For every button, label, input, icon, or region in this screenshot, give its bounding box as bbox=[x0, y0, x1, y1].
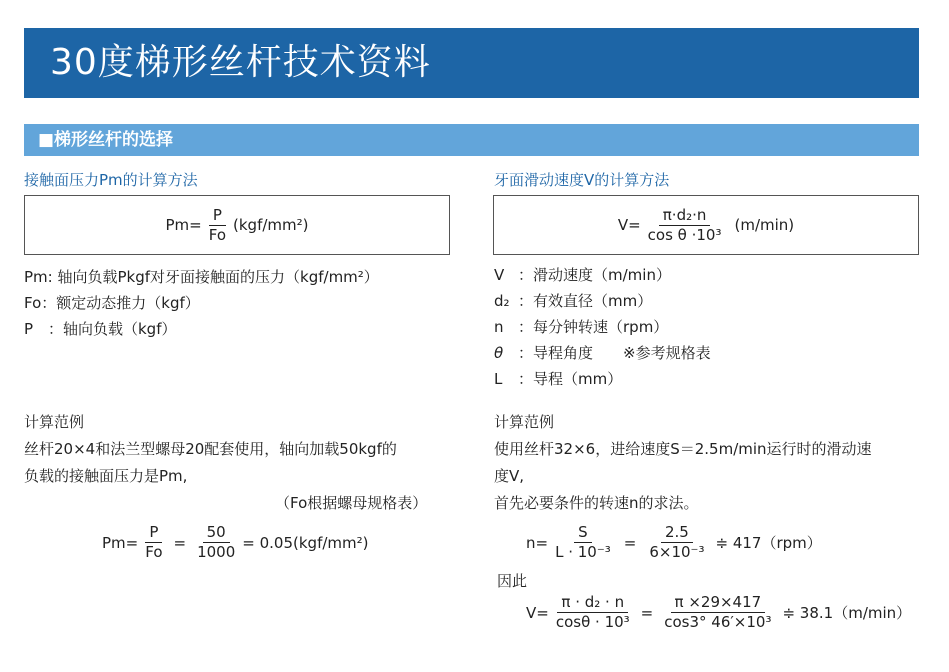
definition-row bbox=[494, 262, 711, 288]
definition-symbol: L bbox=[494, 370, 503, 388]
definition-row bbox=[494, 314, 711, 340]
definition-text: ：导程角度 ※参考规格表 bbox=[518, 344, 711, 362]
v-formula-box bbox=[493, 195, 919, 255]
page-title: 30度梯形丝杆技术资料 bbox=[24, 28, 919, 98]
definition-row bbox=[494, 366, 711, 392]
v-formula-unit: (m/min) bbox=[734, 216, 795, 234]
definition-symbol: Pm bbox=[24, 268, 48, 286]
example-line: 丝杆20×4和法兰型螺母20配套使用，轴向加载50kgf的 bbox=[24, 440, 397, 458]
calc-equals: = bbox=[173, 533, 187, 552]
definition-text: ：额定动态推力（kgf） bbox=[41, 294, 200, 312]
calc-denominator: L · 10⁻³ bbox=[555, 543, 611, 561]
example-line: 度V, bbox=[494, 467, 525, 485]
calc-numerator: 50 bbox=[203, 524, 230, 543]
v-calculation bbox=[526, 594, 911, 631]
pm-formula-unit: (kgf/mm²) bbox=[233, 216, 309, 234]
calc-result: ≑ 417（rpm） bbox=[715, 534, 822, 552]
definition-row bbox=[24, 290, 379, 316]
definition-text: ：轴向负载（kgf） bbox=[48, 320, 177, 338]
definition-row bbox=[24, 316, 379, 342]
definition-text: : 轴向负载Pkgf对牙面接触面的压力（kgf/mm²） bbox=[47, 268, 379, 286]
definition-symbol: θ bbox=[494, 344, 504, 362]
calc-fraction bbox=[193, 524, 239, 561]
definition-symbol: Fo bbox=[24, 294, 42, 312]
pm-formula-denominator: Fo bbox=[208, 225, 227, 244]
example-line: 首先必要条件的转速n的求法。 bbox=[494, 494, 699, 512]
definition-text: ：导程（mm） bbox=[518, 370, 623, 388]
definition-symbol: d₂ bbox=[494, 292, 510, 310]
pm-formula-numerator: P bbox=[209, 207, 226, 226]
definition-row bbox=[494, 288, 711, 314]
definition-text: ：有效直径（mm） bbox=[518, 292, 653, 310]
calc-equals: = bbox=[623, 533, 637, 552]
example-note: （Fo根据螺母规格表） bbox=[275, 494, 428, 512]
pm-formula-lhs: Pm= bbox=[165, 216, 202, 234]
calc-numerator: 2.5 bbox=[661, 524, 693, 543]
calc-numerator: S bbox=[574, 524, 592, 543]
calc-numerator: π ×29×417 bbox=[671, 594, 766, 613]
v-formula-denominator: cos θ ·10³ bbox=[647, 225, 722, 244]
calc-fraction bbox=[552, 594, 634, 631]
definition-row bbox=[494, 340, 711, 366]
left-example bbox=[24, 409, 397, 490]
calc-fraction bbox=[551, 524, 615, 561]
definition-symbol: n bbox=[494, 318, 504, 336]
v-formula-numerator: π·d₂·n bbox=[659, 207, 711, 226]
therefore-label: 因此 bbox=[497, 572, 528, 590]
calc-equals: = bbox=[640, 603, 654, 622]
left-heading: 接触面压力Pm的计算方法 bbox=[24, 171, 198, 189]
calc-fraction bbox=[660, 594, 775, 631]
calc-result: ≑ 38.1（m/min） bbox=[782, 604, 912, 622]
calc-numerator: π · d₂ · n bbox=[557, 594, 628, 613]
pm-formula bbox=[166, 207, 309, 244]
example-line: 使用丝杆32×6，进给速度S＝2.5m/min运行时的滑动速 bbox=[494, 440, 872, 458]
section-title: ■梯形丝杆的选择 bbox=[24, 124, 919, 156]
calc-lhs: n= bbox=[526, 533, 549, 552]
n-calculation bbox=[526, 524, 822, 561]
pm-formula-box bbox=[24, 195, 450, 255]
left-definitions bbox=[24, 264, 379, 342]
calc-denominator: Fo bbox=[145, 543, 163, 561]
definition-row bbox=[24, 264, 379, 290]
definition-symbol: P bbox=[24, 320, 34, 338]
calc-result: = 0.05(kgf/mm²) bbox=[242, 533, 369, 552]
example-title: 计算范例 bbox=[494, 413, 555, 431]
calc-denominator: 1000 bbox=[197, 543, 236, 561]
calc-fraction bbox=[645, 524, 708, 561]
v-formula bbox=[618, 207, 794, 244]
pm-calculation bbox=[102, 524, 369, 561]
definition-symbol: V bbox=[494, 266, 505, 284]
pm-formula-fraction bbox=[205, 207, 230, 244]
calc-denominator: cosθ · 10³ bbox=[555, 613, 630, 631]
example-line: 负载的接触面压力是Pm, bbox=[24, 467, 188, 485]
example-title: 计算范例 bbox=[24, 413, 85, 431]
definition-text: ：每分钟转速（rpm） bbox=[518, 318, 669, 336]
right-heading: 牙面滑动速度V的计算方法 bbox=[494, 171, 670, 189]
right-example bbox=[494, 409, 872, 517]
calc-fraction bbox=[141, 524, 166, 561]
v-formula-fraction bbox=[644, 207, 726, 244]
right-definitions bbox=[494, 262, 711, 392]
calc-denominator: cos3° 46′×10³ bbox=[664, 613, 772, 631]
v-formula-lhs: V= bbox=[617, 216, 641, 234]
definition-text: ：滑动速度（m/min） bbox=[518, 266, 671, 284]
calc-denominator: 6×10⁻³ bbox=[649, 543, 705, 561]
calc-lhs: V= bbox=[526, 603, 549, 622]
calc-numerator: P bbox=[145, 524, 162, 543]
calc-lhs: Pm= bbox=[102, 533, 139, 552]
